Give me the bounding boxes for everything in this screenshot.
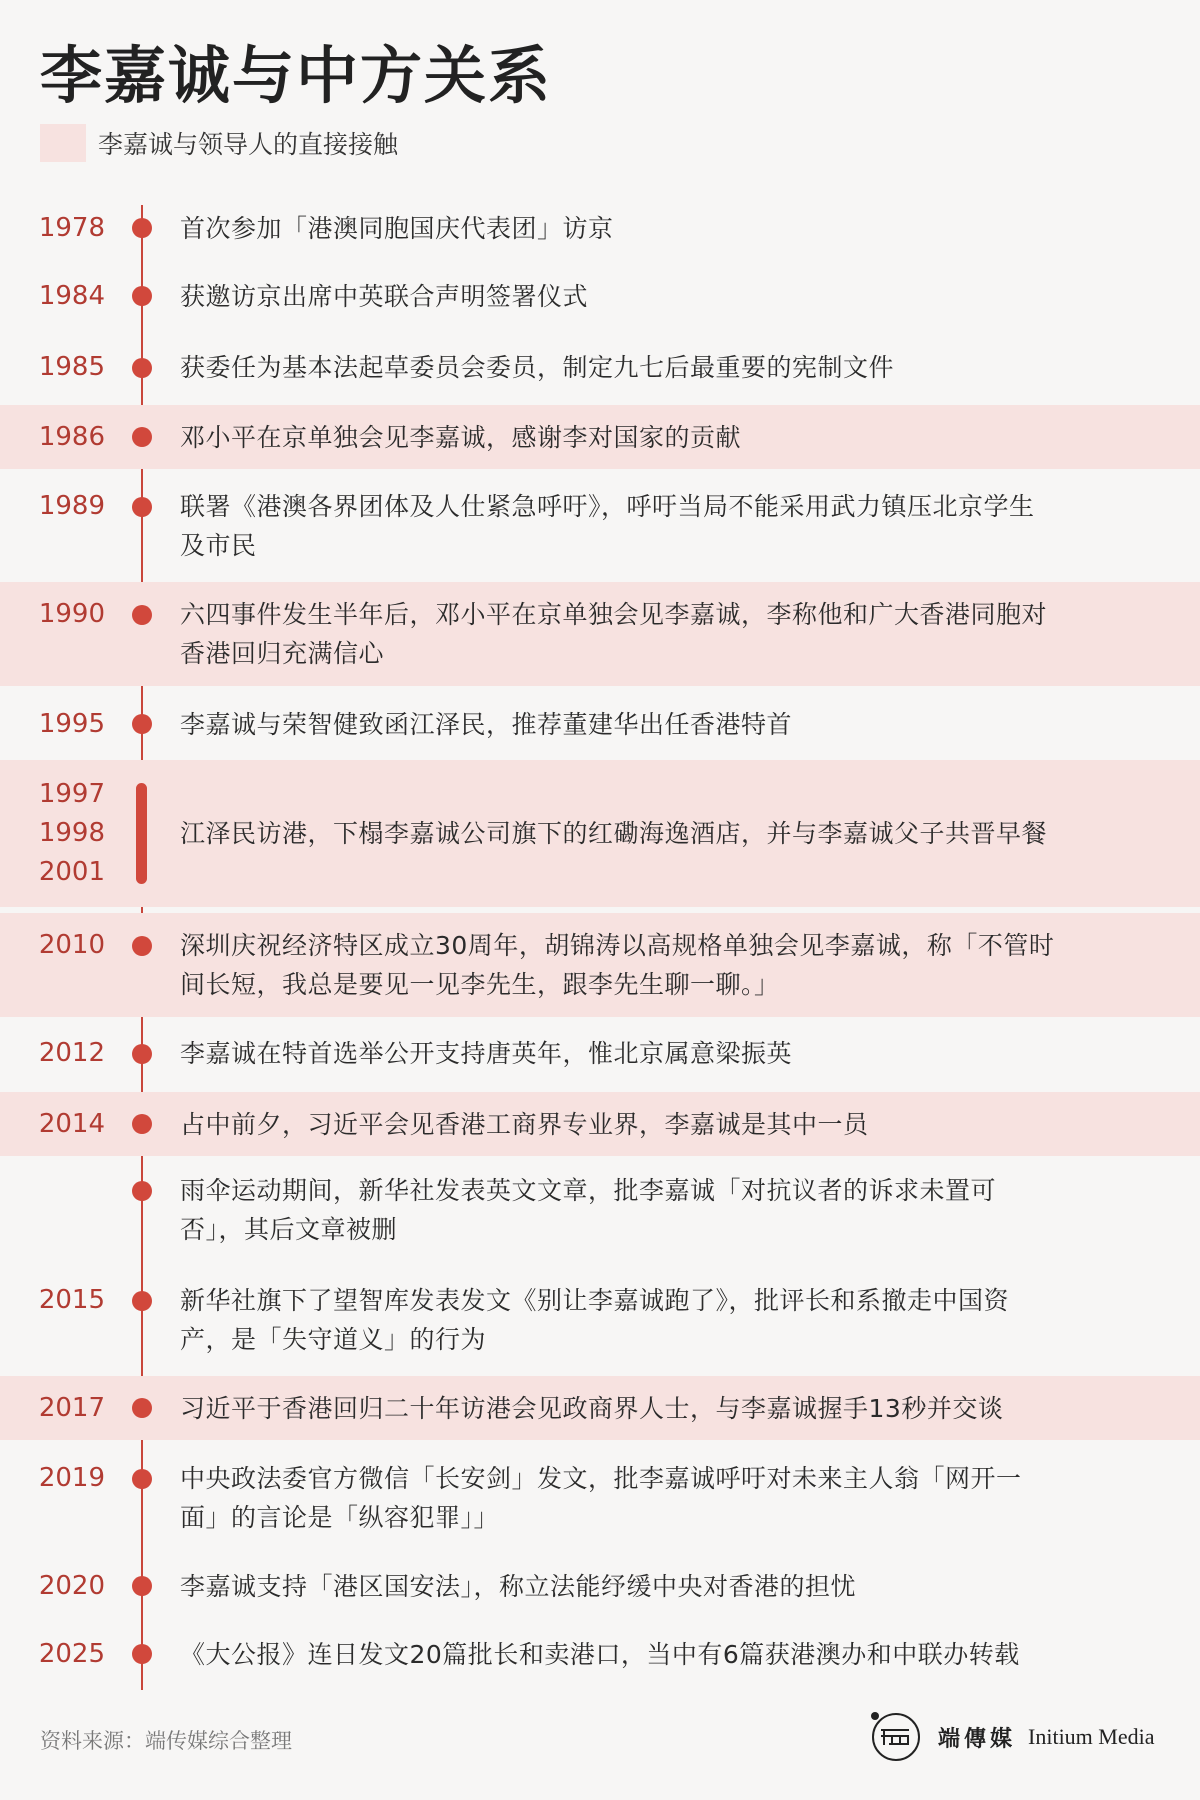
timeline-event — [0, 760, 1200, 907]
timeline-event — [0, 333, 1200, 402]
event-description: 《大公报》连日发文20篇批长和卖港口，当中有6篇获港澳办和中联办转载 — [180, 1639, 1020, 1669]
timeline-range-marker — [136, 783, 147, 884]
event-description: 获委任为基本法起草委员会委员，制定九七后最重要的宪制文件 — [180, 353, 895, 382]
event-year: 2010 — [38, 930, 105, 960]
timeline-event — [0, 474, 1200, 578]
event-description: 首次参加「港澳同胞国庆代表团」访京 — [180, 213, 614, 243]
event-description: 深圳庆祝经济特区成立30周年，胡锦涛以高规格单独会见李嘉诚，称「不管时 间长短，我总是要见一见李先生，跟李先生聊一聊。」 — [180, 931, 1055, 999]
timeline-event — [0, 690, 1200, 758]
event-year: 2019 — [38, 1463, 105, 1493]
event-description: 联署《港澳各界团体及人仕紧急呼吁》，呼吁当局不能采用武力镇压北京学生 及市民 — [180, 492, 1035, 560]
event-year: 1998 — [38, 818, 105, 848]
legend-label: 李嘉诚与领导人的直接接触 — [98, 130, 399, 159]
event-year: 1978 — [38, 212, 105, 243]
event-description: 邓小平在京单独会见李嘉诚，感谢李对国家的贡献 — [180, 422, 742, 452]
logo-text-cn: 端傳媒 — [938, 1725, 1017, 1752]
timeline-dot — [132, 218, 152, 238]
timeline-dot — [132, 1644, 152, 1664]
initium-logo-icon — [872, 1713, 920, 1761]
event-year: 1989 — [38, 491, 105, 521]
event-description: 六四事件发生半年后，邓小平在京单独会见李嘉诚，李称他和广大香港同胞对 香港回归充满信心 — [180, 600, 1048, 668]
event-year: 2017 — [38, 1392, 105, 1423]
timeline-event — [0, 1092, 1200, 1156]
event-description: 李嘉诚在特首选举公开支持唐英年，惟北京属意梁振英 — [180, 1039, 793, 1068]
timeline-event — [0, 1020, 1200, 1087]
timeline-dot — [132, 1469, 152, 1489]
event-year: 2014 — [38, 1108, 105, 1139]
timeline-event — [0, 1158, 1200, 1262]
timeline-event — [0, 1554, 1200, 1618]
timeline-dot — [132, 427, 152, 447]
timeline-dot — [132, 714, 152, 734]
event-year: 2012 — [38, 1038, 105, 1068]
timeline-dot — [132, 1398, 152, 1418]
timeline-event — [0, 582, 1200, 686]
timeline-dot — [132, 1044, 152, 1064]
event-description: 江泽民访港，下榻李嘉诚公司旗下的红磡海逸酒店，并与李嘉诚父子共晋早餐 — [180, 819, 1048, 848]
event-year: 2015 — [38, 1285, 105, 1315]
timeline-dot — [132, 936, 152, 956]
event-year: 1997 — [38, 779, 105, 809]
event-description: 占中前夕，习近平会见香港工商界专业界，李嘉诚是其中一员 — [180, 1109, 869, 1139]
event-year: 1984 — [38, 280, 105, 311]
event-description: 雨伞运动期间，新华社发表英文文章，批李嘉诚「对抗议者的诉求未置可 否」，其后文章被删 — [180, 1176, 997, 1244]
event-year: 2025 — [38, 1638, 105, 1669]
timeline-dot — [132, 1576, 152, 1596]
logo-text-en: Initium Media — [1028, 1724, 1155, 1749]
timeline-event — [0, 1376, 1200, 1440]
event-year: 1995 — [38, 708, 105, 739]
source-note: 资料来源：端传媒综合整理 — [40, 1729, 292, 1753]
timeline-event — [0, 1264, 1200, 1376]
timeline-event — [0, 405, 1200, 469]
event-description: 中央政法委官方微信「长安剑」发文，批李嘉诚呼吁对未来主人翁「网开一 面」的言论是「纵容犯罪」」 — [180, 1464, 1022, 1532]
event-year: 1990 — [38, 599, 105, 629]
timeline-dot — [132, 497, 152, 517]
timeline-event — [0, 196, 1200, 260]
event-year: 1985 — [38, 352, 105, 382]
timeline-event — [0, 1622, 1200, 1686]
publisher-logo — [872, 1713, 1155, 1761]
event-description: 新华社旗下了望智库发表发文《别让李嘉诚跑了》，批评长和系撤走中国资 产，是「失守道义」的行为 — [180, 1286, 1010, 1354]
timeline-event — [0, 913, 1200, 1017]
event-description: 李嘉诚与荣智健致函江泽民，推荐董建华出任香港特首 — [180, 709, 793, 739]
timeline-dot — [132, 358, 152, 378]
timeline-dot — [132, 1291, 152, 1311]
event-description: 获邀访京出席中英联合声明签署仪式 — [180, 281, 589, 311]
timeline-event — [0, 264, 1200, 328]
event-year: 2020 — [38, 1570, 105, 1601]
timeline-dot — [132, 286, 152, 306]
timeline-dot — [132, 1181, 152, 1201]
event-year: 2001 — [38, 857, 105, 887]
timeline-event — [0, 1444, 1200, 1552]
event-year: 1986 — [38, 421, 105, 452]
timeline-dot — [132, 1114, 152, 1134]
page-title: 李嘉诚与中方关系 — [40, 39, 553, 112]
event-description: 李嘉诚支持「港区国安法」，称立法能纾缓中央对香港的担忧 — [180, 1571, 857, 1601]
event-description: 习近平于香港回归二十年访港会见政商界人士，与李嘉诚握手13秒并交谈 — [180, 1393, 1004, 1423]
timeline-dot — [132, 605, 152, 625]
